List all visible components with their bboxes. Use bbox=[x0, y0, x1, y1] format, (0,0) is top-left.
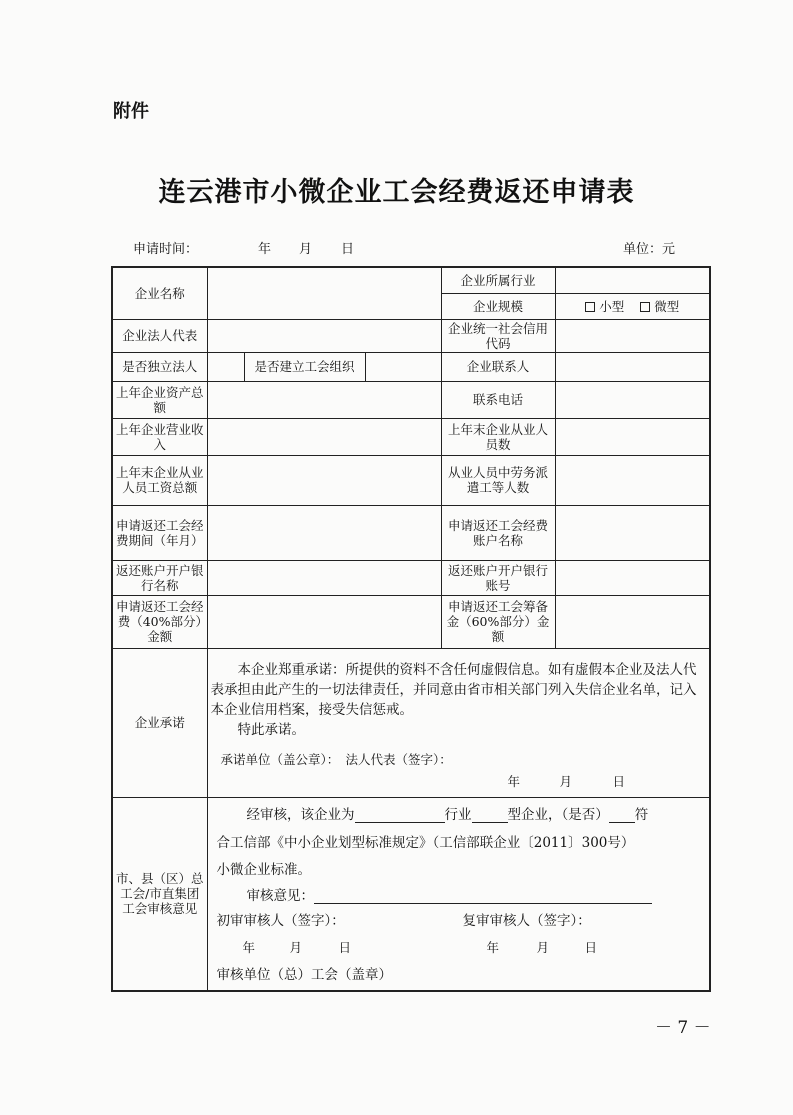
review-section bbox=[207, 797, 710, 991]
field-dispatch-workers[interactable] bbox=[555, 455, 710, 505]
scale-type-blank[interactable] bbox=[472, 808, 508, 823]
field-union-built[interactable] bbox=[365, 352, 441, 381]
field-independent-legal[interactable] bbox=[207, 352, 244, 381]
field-industry[interactable] bbox=[555, 267, 710, 293]
second-reviewer: 复审审核人（签字）： bbox=[462, 912, 591, 929]
field-phone[interactable] bbox=[555, 381, 710, 418]
promise-year: 年 bbox=[507, 773, 521, 789]
field-scale bbox=[555, 293, 710, 319]
label-prep-amount: 申请返还工会筹备金（60%部分）金额 bbox=[441, 595, 555, 648]
first-reviewer: 初审审核人（签字）： bbox=[216, 912, 345, 929]
promise-section bbox=[207, 648, 710, 797]
first-month: 月 bbox=[289, 939, 303, 955]
checkbox-small[interactable] bbox=[585, 302, 595, 312]
label-scale: 企业规模 bbox=[441, 293, 555, 319]
field-contact-person[interactable] bbox=[555, 352, 710, 381]
promise-text: 本企业郑重承诺：所提供的资料不含任何虚假信息。如有虚假本企业及法人代表承担由此产生的一切法律责任，并同意由省市相关部门列入失信企业名单，记入本企业信用档案，接受失信惩戒。 bbox=[210, 661, 697, 718]
field-last-year-revenue[interactable] bbox=[207, 418, 441, 455]
field-credit-code[interactable] bbox=[555, 319, 710, 352]
apply-day: 日 bbox=[341, 242, 355, 257]
page-title: 连云港市小微企业工会经费返还申请表 bbox=[158, 177, 635, 208]
label-legal-rep: 企业法人代表 bbox=[112, 319, 207, 352]
label-account-name: 申请返还工会经费账户名称 bbox=[441, 505, 555, 560]
apply-time-label: 申请时间： bbox=[133, 242, 199, 257]
label-company-name: 企业名称 bbox=[112, 267, 207, 319]
label-union-built: 是否建立工会组织 bbox=[244, 352, 365, 381]
review-opinion-blank[interactable] bbox=[314, 889, 652, 904]
label-promise: 企业承诺 bbox=[112, 648, 207, 797]
label-contact-person: 企业联系人 bbox=[441, 352, 555, 381]
promise-month: 月 bbox=[559, 773, 573, 789]
second-year: 年 bbox=[486, 939, 500, 955]
promise-day: 日 bbox=[612, 773, 626, 789]
label-wages-total: 上年末企业从业人员工资总额 bbox=[112, 455, 207, 505]
review-line3: 小微企业标准。 bbox=[216, 861, 311, 878]
label-dispatch-workers: 从业人员中劳务派遣工等人数 bbox=[441, 455, 555, 505]
apply-year: 年 bbox=[258, 242, 272, 257]
first-day: 日 bbox=[338, 939, 352, 955]
review-opinion-label: 审核意见： bbox=[246, 887, 314, 904]
label-last-year-revenue: 上年企业营业收入 bbox=[112, 418, 207, 455]
attachment-label: 附件 bbox=[113, 101, 149, 122]
checkbox-micro[interactable] bbox=[640, 302, 650, 312]
field-account-name[interactable] bbox=[555, 505, 710, 560]
field-return-amount[interactable] bbox=[207, 595, 441, 648]
label-review: 市、县（区）总工会/市直集团工会审核意见 bbox=[112, 797, 207, 991]
label-last-year-assets: 上年企业资产总额 bbox=[112, 381, 207, 418]
field-return-period[interactable] bbox=[207, 505, 441, 560]
promise-end: 特此承诺。 bbox=[237, 721, 305, 738]
label-independent-legal: 是否独立法人 bbox=[112, 352, 207, 381]
review-unit: 审核单位（总）工会（盖章） bbox=[216, 966, 392, 983]
label-employees-end: 上年末企业从业人员数 bbox=[441, 418, 555, 455]
scale-small-label: 小型 bbox=[599, 298, 625, 314]
review-line1-c: 型企业，（是否） bbox=[507, 806, 609, 823]
unit-label: 单位：元 bbox=[623, 242, 676, 257]
apply-month: 月 bbox=[299, 242, 313, 257]
field-bank-account[interactable] bbox=[555, 560, 710, 595]
field-last-year-assets[interactable] bbox=[207, 381, 441, 418]
label-return-period: 申请返还工会经费期间（年月） bbox=[112, 505, 207, 560]
application-form bbox=[111, 266, 711, 992]
review-line2: 合工信部《中小企业划型标准规定》（工信部联企业〔2011〕300号） bbox=[216, 834, 635, 851]
field-company-name[interactable] bbox=[207, 267, 441, 319]
label-bank-account: 返还账户开户银行账号 bbox=[441, 560, 555, 595]
promise-sign: 承诺单位（盖公章）： 法人代表（签字）： bbox=[220, 751, 452, 767]
yes-no-blank[interactable] bbox=[609, 808, 635, 823]
field-employees-end[interactable] bbox=[555, 418, 710, 455]
review-line1-d: 符 bbox=[634, 806, 649, 823]
label-phone: 联系电话 bbox=[441, 381, 555, 418]
field-wages-total[interactable] bbox=[207, 455, 441, 505]
label-return-amount: 申请返还工会经费（40%部分）金额 bbox=[112, 595, 207, 648]
first-year: 年 bbox=[242, 939, 256, 955]
field-legal-rep[interactable] bbox=[207, 319, 441, 352]
review-line1-a: 经审核，该企业为 bbox=[246, 806, 355, 823]
second-day: 日 bbox=[584, 939, 598, 955]
review-line1-b: 行业 bbox=[444, 806, 472, 823]
field-bank-name[interactable] bbox=[207, 560, 441, 595]
page-number: － 7 － bbox=[655, 1018, 711, 1038]
scale-micro-label: 微型 bbox=[654, 298, 680, 314]
label-bank-name: 返还账户开户银行名称 bbox=[112, 560, 207, 595]
field-prep-amount[interactable] bbox=[555, 595, 710, 648]
label-industry: 企业所属行业 bbox=[441, 267, 555, 293]
industry-blank[interactable] bbox=[355, 808, 445, 823]
second-month: 月 bbox=[536, 939, 550, 955]
label-credit-code: 企业统一社会信用代码 bbox=[441, 319, 555, 352]
